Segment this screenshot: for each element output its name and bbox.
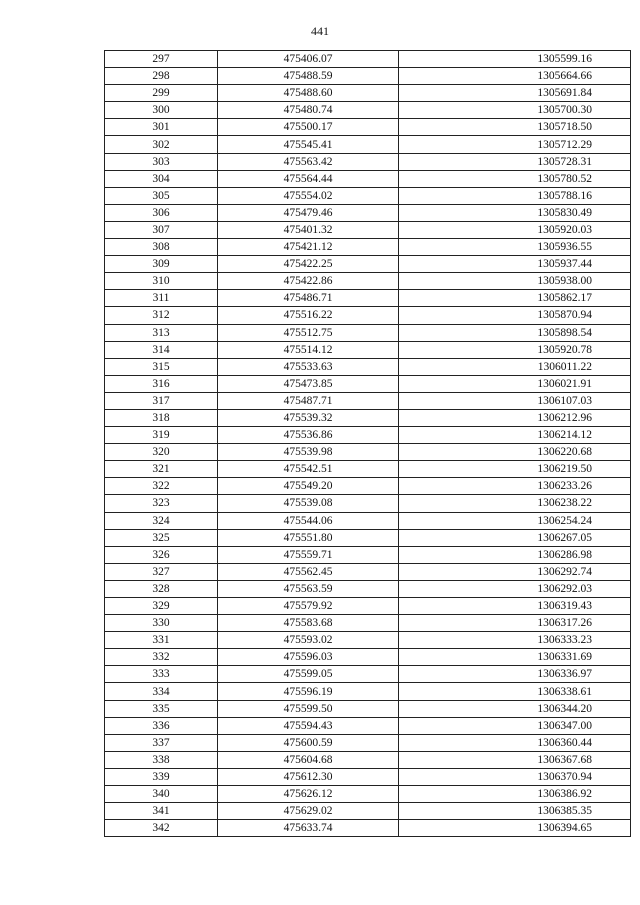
- x-coordinate-cell: 475633.74: [218, 820, 399, 837]
- table-row: [105, 683, 631, 700]
- point-number-cell: 324: [105, 512, 218, 529]
- point-number-cell: 335: [105, 700, 218, 717]
- point-number-cell: 313: [105, 324, 218, 341]
- point-number-cell: 316: [105, 375, 218, 392]
- point-number-cell: 299: [105, 85, 218, 102]
- table-row: [105, 632, 631, 649]
- y-coordinate-cell: 1306317.26: [399, 615, 631, 632]
- table-row: [105, 461, 631, 478]
- table-row: [105, 478, 631, 495]
- y-coordinate-cell: 1306214.12: [399, 427, 631, 444]
- y-coordinate-cell: 1305920.78: [399, 341, 631, 358]
- y-coordinate-cell: 1306238.22: [399, 495, 631, 512]
- point-number-cell: 320: [105, 444, 218, 461]
- x-coordinate-cell: 475486.71: [218, 290, 399, 307]
- x-coordinate-cell: 475563.59: [218, 580, 399, 597]
- point-number-cell: 326: [105, 546, 218, 563]
- point-number-cell: 338: [105, 751, 218, 768]
- y-coordinate-cell: 1306385.35: [399, 803, 631, 820]
- x-coordinate-cell: 475487.71: [218, 392, 399, 409]
- table-row: [105, 512, 631, 529]
- y-coordinate-cell: 1305788.16: [399, 187, 631, 204]
- point-number-cell: 325: [105, 529, 218, 546]
- x-coordinate-cell: 475626.12: [218, 786, 399, 803]
- y-coordinate-cell: 1305599.16: [399, 51, 631, 68]
- point-number-cell: 322: [105, 478, 218, 495]
- x-coordinate-cell: 475559.71: [218, 546, 399, 563]
- x-coordinate-cell: 475512.75: [218, 324, 399, 341]
- table-row: [105, 170, 631, 187]
- x-coordinate-cell: 475480.74: [218, 102, 399, 119]
- table-row: [105, 649, 631, 666]
- table-row: [105, 85, 631, 102]
- y-coordinate-cell: 1305938.00: [399, 273, 631, 290]
- x-coordinate-cell: 475421.12: [218, 239, 399, 256]
- y-coordinate-cell: 1306212.96: [399, 409, 631, 426]
- table-row: [105, 119, 631, 136]
- point-number-cell: 310: [105, 273, 218, 290]
- table-row: [105, 51, 631, 68]
- x-coordinate-cell: 475545.41: [218, 136, 399, 153]
- y-coordinate-cell: 1306386.92: [399, 786, 631, 803]
- x-coordinate-cell: 475422.86: [218, 273, 399, 290]
- point-number-cell: 337: [105, 734, 218, 751]
- table-row: [105, 768, 631, 785]
- table-row: [105, 409, 631, 426]
- y-coordinate-cell: 1306220.68: [399, 444, 631, 461]
- y-coordinate-cell: 1306011.22: [399, 358, 631, 375]
- coordinates-table-body: [105, 51, 631, 837]
- x-coordinate-cell: 475516.22: [218, 307, 399, 324]
- table-row: [105, 786, 631, 803]
- y-coordinate-cell: 1306219.50: [399, 461, 631, 478]
- y-coordinate-cell: 1306319.43: [399, 598, 631, 615]
- y-coordinate-cell: 1306292.03: [399, 580, 631, 597]
- point-number-cell: 309: [105, 256, 218, 273]
- x-coordinate-cell: 475479.46: [218, 204, 399, 221]
- y-coordinate-cell: 1305691.84: [399, 85, 631, 102]
- x-coordinate-cell: 475539.08: [218, 495, 399, 512]
- y-coordinate-cell: 1305712.29: [399, 136, 631, 153]
- y-coordinate-cell: 1305728.31: [399, 153, 631, 170]
- point-number-cell: 317: [105, 392, 218, 409]
- page-number: 441: [311, 24, 329, 38]
- y-coordinate-cell: 1306394.65: [399, 820, 631, 837]
- table-row: [105, 803, 631, 820]
- y-coordinate-cell: 1305862.17: [399, 290, 631, 307]
- table-row: [105, 666, 631, 683]
- table-row: [105, 717, 631, 734]
- y-coordinate-cell: 1305780.52: [399, 170, 631, 187]
- table-row: [105, 204, 631, 221]
- x-coordinate-cell: 475583.68: [218, 615, 399, 632]
- table-row: [105, 256, 631, 273]
- y-coordinate-cell: 1306344.20: [399, 700, 631, 717]
- table-row: [105, 529, 631, 546]
- y-coordinate-cell: 1305870.94: [399, 307, 631, 324]
- point-number-cell: 301: [105, 119, 218, 136]
- point-number-cell: 342: [105, 820, 218, 837]
- y-coordinate-cell: 1305718.50: [399, 119, 631, 136]
- x-coordinate-cell: 475600.59: [218, 734, 399, 751]
- table-row: [105, 444, 631, 461]
- table-row: [105, 102, 631, 119]
- table-row: [105, 221, 631, 238]
- y-coordinate-cell: 1305830.49: [399, 204, 631, 221]
- table-row: [105, 307, 631, 324]
- table-row: [105, 392, 631, 409]
- y-coordinate-cell: 1306107.03: [399, 392, 631, 409]
- point-number-cell: 315: [105, 358, 218, 375]
- y-coordinate-cell: 1305936.55: [399, 239, 631, 256]
- x-coordinate-cell: 475579.92: [218, 598, 399, 615]
- table-row: [105, 187, 631, 204]
- table-row: [105, 495, 631, 512]
- point-number-cell: 297: [105, 51, 218, 68]
- x-coordinate-cell: 475596.19: [218, 683, 399, 700]
- table-row: [105, 598, 631, 615]
- table-row: [105, 700, 631, 717]
- x-coordinate-cell: 475594.43: [218, 717, 399, 734]
- table-row: [105, 375, 631, 392]
- y-coordinate-cell: 1305664.66: [399, 68, 631, 85]
- table-row: [105, 324, 631, 341]
- x-coordinate-cell: 475488.59: [218, 68, 399, 85]
- y-coordinate-cell: 1306338.61: [399, 683, 631, 700]
- point-number-cell: 307: [105, 221, 218, 238]
- point-number-cell: 323: [105, 495, 218, 512]
- point-number-cell: 341: [105, 803, 218, 820]
- point-number-cell: 340: [105, 786, 218, 803]
- x-coordinate-cell: 475599.50: [218, 700, 399, 717]
- table-row: [105, 239, 631, 256]
- x-coordinate-cell: 475514.12: [218, 341, 399, 358]
- table-row: [105, 546, 631, 563]
- x-coordinate-cell: 475549.20: [218, 478, 399, 495]
- y-coordinate-cell: 1306331.69: [399, 649, 631, 666]
- table-row: [105, 563, 631, 580]
- table-row: [105, 68, 631, 85]
- x-coordinate-cell: 475542.51: [218, 461, 399, 478]
- point-number-cell: 330: [105, 615, 218, 632]
- point-number-cell: 329: [105, 598, 218, 615]
- point-number-cell: 308: [105, 239, 218, 256]
- table-row: [105, 820, 631, 837]
- point-number-cell: 303: [105, 153, 218, 170]
- point-number-cell: 311: [105, 290, 218, 307]
- y-coordinate-cell: 1306347.00: [399, 717, 631, 734]
- x-coordinate-cell: 475488.60: [218, 85, 399, 102]
- point-number-cell: 339: [105, 768, 218, 785]
- table-row: [105, 427, 631, 444]
- y-coordinate-cell: 1306292.74: [399, 563, 631, 580]
- x-coordinate-cell: 475629.02: [218, 803, 399, 820]
- x-coordinate-cell: 475564.44: [218, 170, 399, 187]
- point-number-cell: 300: [105, 102, 218, 119]
- y-coordinate-cell: 1305898.54: [399, 324, 631, 341]
- x-coordinate-cell: 475406.07: [218, 51, 399, 68]
- point-number-cell: 321: [105, 461, 218, 478]
- x-coordinate-cell: 475563.42: [218, 153, 399, 170]
- x-coordinate-cell: 475551.80: [218, 529, 399, 546]
- y-coordinate-cell: 1306360.44: [399, 734, 631, 751]
- y-coordinate-cell: 1306336.97: [399, 666, 631, 683]
- point-number-cell: 336: [105, 717, 218, 734]
- table-row: [105, 136, 631, 153]
- point-number-cell: 305: [105, 187, 218, 204]
- point-number-cell: 333: [105, 666, 218, 683]
- point-number-cell: 306: [105, 204, 218, 221]
- point-number-cell: 298: [105, 68, 218, 85]
- point-number-cell: 304: [105, 170, 218, 187]
- y-coordinate-cell: 1306233.26: [399, 478, 631, 495]
- y-coordinate-cell: 1306254.24: [399, 512, 631, 529]
- x-coordinate-cell: 475539.98: [218, 444, 399, 461]
- table-row: [105, 153, 631, 170]
- x-coordinate-cell: 475536.86: [218, 427, 399, 444]
- x-coordinate-cell: 475604.68: [218, 751, 399, 768]
- y-coordinate-cell: 1306370.94: [399, 768, 631, 785]
- table-row: [105, 580, 631, 597]
- table-row: [105, 734, 631, 751]
- y-coordinate-cell: 1305937.44: [399, 256, 631, 273]
- point-number-cell: 319: [105, 427, 218, 444]
- x-coordinate-cell: 475401.32: [218, 221, 399, 238]
- table-row: [105, 341, 631, 358]
- y-coordinate-cell: 1306367.68: [399, 751, 631, 768]
- point-number-cell: 334: [105, 683, 218, 700]
- point-number-cell: 318: [105, 409, 218, 426]
- point-number-cell: 331: [105, 632, 218, 649]
- x-coordinate-cell: 475562.45: [218, 563, 399, 580]
- table-row: [105, 358, 631, 375]
- table-row: [105, 615, 631, 632]
- x-coordinate-cell: 475593.02: [218, 632, 399, 649]
- y-coordinate-cell: 1306267.05: [399, 529, 631, 546]
- x-coordinate-cell: 475599.05: [218, 666, 399, 683]
- x-coordinate-cell: 475473.85: [218, 375, 399, 392]
- x-coordinate-cell: 475554.02: [218, 187, 399, 204]
- point-number-cell: 332: [105, 649, 218, 666]
- y-coordinate-cell: 1306286.98: [399, 546, 631, 563]
- y-coordinate-cell: 1305920.03: [399, 221, 631, 238]
- x-coordinate-cell: 475500.17: [218, 119, 399, 136]
- x-coordinate-cell: 475612.30: [218, 768, 399, 785]
- y-coordinate-cell: 1306333.23: [399, 632, 631, 649]
- y-coordinate-cell: 1305700.30: [399, 102, 631, 119]
- point-number-cell: 314: [105, 341, 218, 358]
- point-number-cell: 327: [105, 563, 218, 580]
- x-coordinate-cell: 475422.25: [218, 256, 399, 273]
- x-coordinate-cell: 475539.32: [218, 409, 399, 426]
- y-coordinate-cell: 1306021.91: [399, 375, 631, 392]
- table-row: [105, 751, 631, 768]
- x-coordinate-cell: 475596.03: [218, 649, 399, 666]
- x-coordinate-cell: 475544.06: [218, 512, 399, 529]
- point-number-cell: 302: [105, 136, 218, 153]
- coordinates-table: [104, 50, 631, 837]
- point-number-cell: 312: [105, 307, 218, 324]
- point-number-cell: 328: [105, 580, 218, 597]
- x-coordinate-cell: 475533.63: [218, 358, 399, 375]
- table-row: [105, 273, 631, 290]
- table-row: [105, 290, 631, 307]
